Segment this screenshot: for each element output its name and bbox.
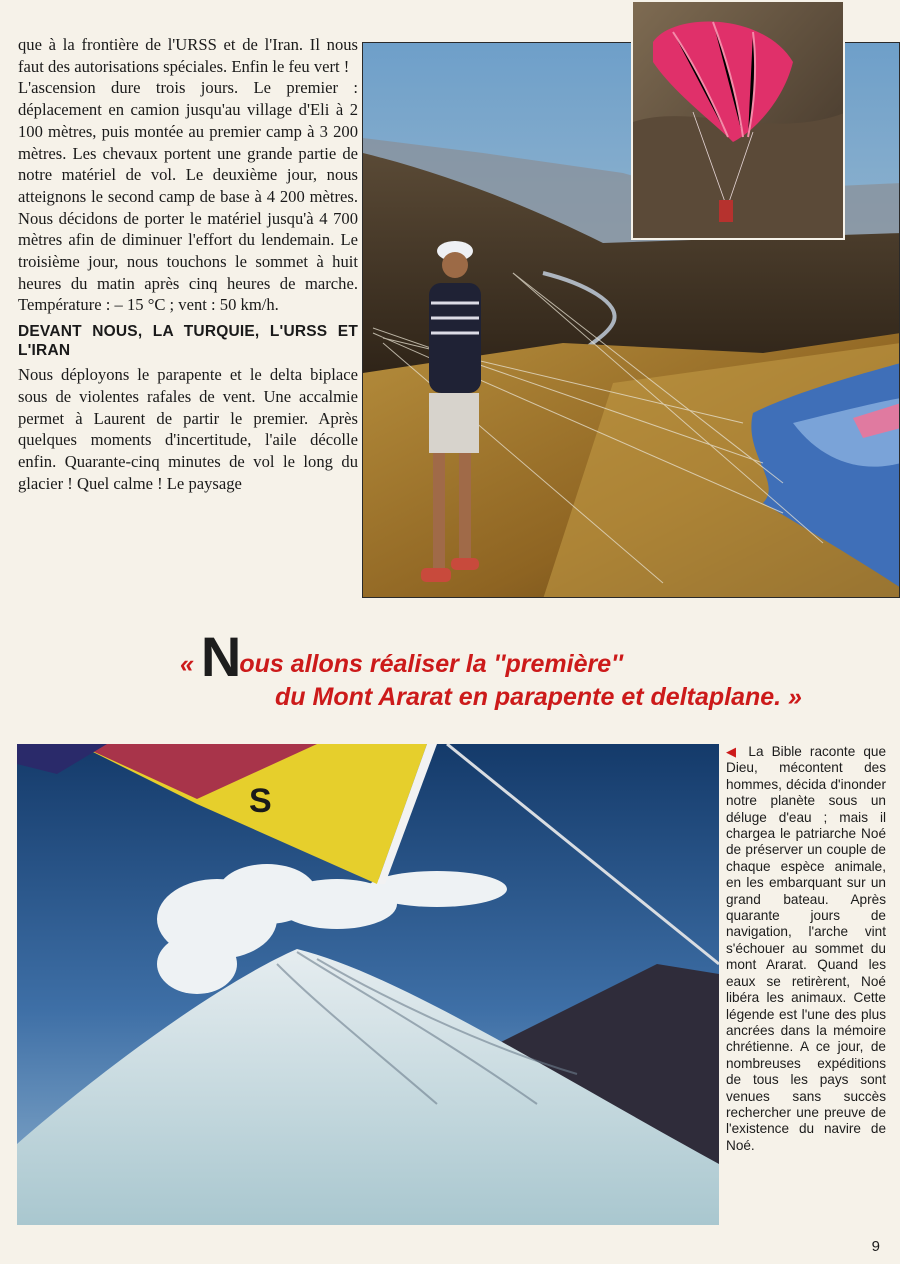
pull-quote [180, 625, 890, 714]
quote-open-mark: « [180, 650, 201, 678]
article-paragraph: L'ascension dure trois jours. Le premier : déplacement en camion jusqu'au village d'Eli à 2 100 mètres, puis montée au premier camp à 3 200 mètres. Les chevaux portent une grande partie de notre matériel de vol. Le deuxième jour, nous atteignons le second camp de base à 4 200 mètres. Nous décidons de porter le matériel jusqu'à 4 700 mètres afin de diminuer l'effort du lendemain. Le troisième jour, nous touchons le sommet à huit heures du matin après cinq heures de marche. Température : – 15 °C ; vent : 50 km/h. [18, 78, 358, 315]
caption-text: La Bible raconte que Dieu, mécontent des hommes, décida d'inonder notre planète sous un déluge d'eau ; mais il chargea le patriarche Noé de préserver un couple de chaque espèce animale, en les embarquant sur un grand bateau. Après quarante jours de navigation, l'arche vint s'échouer au sommet du mont Ararat. Quand les eaux se retirèrent, Noé libéra les animaux. Cette légende est l'une des plus ancrées dans la mémoire chrétienne. A ce jour, de nombreuses expéditions de tous les pays sont venues sans succès rechercher une preuve de l'existence du navire de Noé. [726, 744, 887, 1153]
article-paragraph: que à la frontière de l'URSS et de l'Iran. Il nous faut des autorisations spéciales. Enfin le feu vert ! [18, 35, 358, 76]
photo-red-paraglider-inset [631, 0, 845, 240]
quote-line-1-text: ous allons réaliser la ''première'' [239, 650, 623, 678]
quote-drop-initial: N [200, 625, 240, 688]
article-column [18, 34, 358, 494]
pull-quote-line-1 [180, 625, 890, 688]
photo-caption [726, 744, 886, 1154]
article-subheading: DEVANT NOUS, LA TURQUIE, L'URSS ET L'IRAN [18, 323, 358, 360]
photo-hang-glider-summit [17, 744, 719, 1225]
page-number: 9 [871, 1238, 880, 1255]
article-paragraph: Nous déployons le parapente et le delta biplace sous de violentes rafales de vent. Une accalmie permet à Laurent de partir le premier. Après quelques moments d'incertitude, l'aile décolle enfin. Quarante-cinq minutes de vol le long du glacier ! Quel calme ! Le paysage [18, 365, 358, 493]
wing-logo-mark: S [249, 782, 272, 820]
pull-quote-line-2: du Mont Ararat en parapente et deltaplane. » [275, 683, 802, 711]
caption-arrow-icon: ◀ [726, 744, 741, 759]
